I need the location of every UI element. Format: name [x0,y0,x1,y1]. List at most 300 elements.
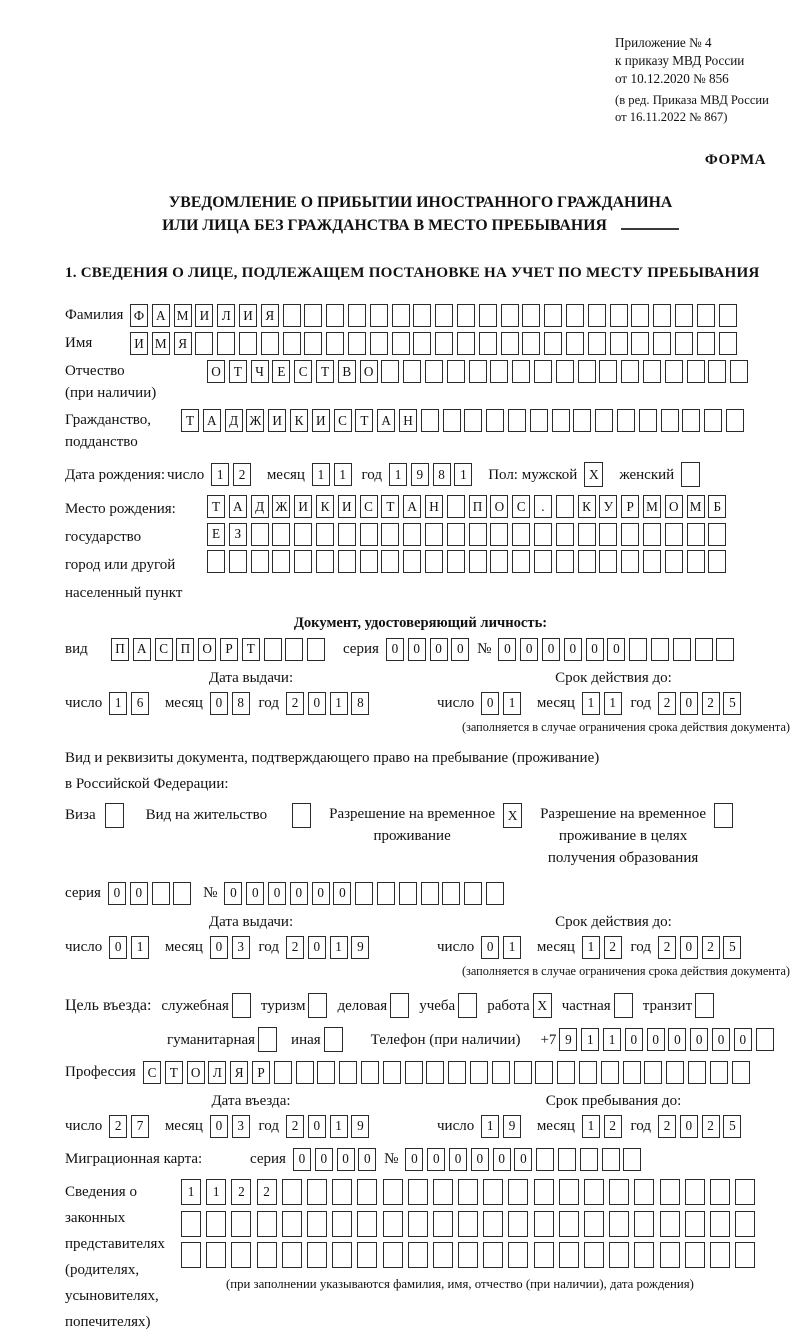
char-cell[interactable]: 9 [351,1115,369,1138]
char-cell[interactable] [304,304,322,327]
char-cell[interactable]: 9 [503,1115,521,1138]
char-cell[interactable]: 0 [451,638,469,661]
char-cell[interactable] [602,1148,620,1171]
char-cell[interactable] [326,304,344,327]
char-cell[interactable] [710,1211,730,1237]
char-cell[interactable] [486,882,504,905]
char-cell[interactable] [458,1242,478,1268]
char-cell[interactable] [719,304,737,327]
char-cell[interactable]: 1 [582,1115,600,1138]
purpose-official-checkbox[interactable] [232,993,251,1018]
char-cell[interactable]: А [133,638,151,661]
char-cell[interactable] [559,1179,579,1205]
char-cell[interactable] [735,1179,755,1205]
char-cell[interactable]: 0 [712,1028,730,1051]
char-cell[interactable] [261,332,279,355]
char-cell[interactable] [665,550,683,573]
char-cell[interactable] [735,1211,755,1237]
male-checkbox[interactable]: X [584,462,603,487]
purpose-work-checkbox[interactable]: X [533,993,552,1018]
char-cell[interactable] [370,304,388,327]
char-cell[interactable] [433,1179,453,1205]
char-cell[interactable]: 2 [658,692,676,715]
char-cell[interactable]: И [130,332,148,355]
char-cell[interactable]: И [294,495,312,518]
char-cell[interactable]: М [643,495,661,518]
char-cell[interactable]: Д [225,409,243,432]
char-cell[interactable] [316,550,334,573]
char-cell[interactable]: 2 [231,1179,251,1205]
char-cell[interactable] [316,523,334,546]
char-cell[interactable]: 0 [514,1148,532,1171]
char-cell[interactable]: 9 [559,1028,577,1051]
char-cell[interactable] [283,304,301,327]
char-cell[interactable]: 8 [232,692,250,715]
char-cell[interactable] [383,1211,403,1237]
char-cell[interactable] [643,360,661,383]
char-cell[interactable] [257,1211,277,1237]
char-cell[interactable]: М [174,304,192,327]
char-cell[interactable] [381,523,399,546]
char-cell[interactable] [559,1211,579,1237]
purpose-business-checkbox[interactable] [390,993,409,1018]
char-cell[interactable] [579,1061,597,1084]
char-cell[interactable] [719,332,737,355]
char-cell[interactable] [634,1211,654,1237]
char-cell[interactable]: 0 [427,1148,445,1171]
char-cell[interactable] [490,523,508,546]
purpose-private-checkbox[interactable] [614,993,633,1018]
char-cell[interactable] [643,550,661,573]
char-cell[interactable] [661,409,679,432]
char-cell[interactable]: 0 [109,936,127,959]
char-cell[interactable] [716,638,734,661]
char-cell[interactable] [536,1148,554,1171]
char-cell[interactable] [534,360,552,383]
char-cell[interactable] [239,332,257,355]
char-cell[interactable] [501,304,519,327]
char-cell[interactable] [623,1148,641,1171]
char-cell[interactable] [425,550,443,573]
char-cell[interactable] [282,1211,302,1237]
char-cell[interactable] [348,332,366,355]
char-cell[interactable]: Т [165,1061,183,1084]
char-cell[interactable] [643,523,661,546]
char-cell[interactable] [457,304,475,327]
char-cell[interactable]: Т [355,409,373,432]
char-cell[interactable]: У [599,495,617,518]
char-cell[interactable]: 5 [723,1115,741,1138]
char-cell[interactable] [512,550,530,573]
char-cell[interactable] [534,1179,554,1205]
char-cell[interactable] [383,1061,401,1084]
female-checkbox[interactable] [681,462,700,487]
char-cell[interactable]: О [198,638,216,661]
char-cell[interactable] [447,550,465,573]
char-cell[interactable]: Е [207,523,225,546]
char-cell[interactable] [282,1242,302,1268]
char-cell[interactable]: П [111,638,129,661]
char-cell[interactable] [307,1242,327,1268]
char-cell[interactable] [338,550,356,573]
char-cell[interactable] [522,304,540,327]
char-cell[interactable]: 0 [308,936,326,959]
char-cell[interactable] [383,1179,403,1205]
char-cell[interactable]: 8 [433,463,451,486]
char-cell[interactable] [588,332,606,355]
char-cell[interactable]: А [152,304,170,327]
char-cell[interactable] [566,332,584,355]
char-cell[interactable]: 0 [734,1028,752,1051]
char-cell[interactable] [421,882,439,905]
char-cell[interactable]: 0 [108,882,126,905]
char-cell[interactable] [621,360,639,383]
char-cell[interactable] [708,550,726,573]
char-cell[interactable] [381,550,399,573]
purpose-tourism-checkbox[interactable] [308,993,327,1018]
char-cell[interactable] [399,882,417,905]
char-cell[interactable]: П [176,638,194,661]
char-cell[interactable]: 2 [604,936,622,959]
char-cell[interactable]: 1 [604,692,622,715]
char-cell[interactable]: 0 [668,1028,686,1051]
char-cell[interactable]: 1 [330,692,348,715]
char-cell[interactable]: Т [242,638,260,661]
education-residence-checkbox[interactable] [714,803,733,828]
char-cell[interactable]: 0 [210,1115,228,1138]
char-cell[interactable] [317,1061,335,1084]
char-cell[interactable] [469,523,487,546]
char-cell[interactable] [464,882,482,905]
char-cell[interactable] [231,1211,251,1237]
char-cell[interactable] [403,360,421,383]
char-cell[interactable] [332,1179,352,1205]
char-cell[interactable] [326,332,344,355]
char-cell[interactable]: Л [208,1061,226,1084]
char-cell[interactable] [413,304,431,327]
char-cell[interactable]: 0 [358,1148,376,1171]
char-cell[interactable] [726,409,744,432]
char-cell[interactable]: 2 [109,1115,127,1138]
char-cell[interactable]: П [469,495,487,518]
char-cell[interactable] [283,332,301,355]
char-cell[interactable] [556,360,574,383]
char-cell[interactable] [403,523,421,546]
char-cell[interactable] [272,550,290,573]
char-cell[interactable] [508,1211,528,1237]
char-cell[interactable]: 0 [315,1148,333,1171]
char-cell[interactable]: 0 [625,1028,643,1051]
char-cell[interactable]: 1 [181,1179,201,1205]
char-cell[interactable]: 1 [211,463,229,486]
char-cell[interactable] [687,550,705,573]
char-cell[interactable]: И [195,304,213,327]
char-cell[interactable] [479,332,497,355]
char-cell[interactable]: 0 [210,692,228,715]
char-cell[interactable] [231,1242,251,1268]
char-cell[interactable] [534,1211,554,1237]
char-cell[interactable] [307,1179,327,1205]
char-cell[interactable]: Н [399,409,417,432]
char-cell[interactable] [609,1211,629,1237]
char-cell[interactable]: 0 [680,936,698,959]
char-cell[interactable] [217,332,235,355]
char-cell[interactable] [448,1061,466,1084]
char-cell[interactable] [469,360,487,383]
char-cell[interactable] [682,409,700,432]
char-cell[interactable] [697,304,715,327]
char-cell[interactable] [601,1061,619,1084]
char-cell[interactable] [573,409,591,432]
purpose-other-checkbox[interactable] [324,1027,343,1052]
char-cell[interactable]: Я [261,304,279,327]
char-cell[interactable]: 1 [206,1179,226,1205]
char-cell[interactable] [599,550,617,573]
char-cell[interactable]: 0 [386,638,404,661]
char-cell[interactable]: 3 [232,1115,250,1138]
char-cell[interactable] [304,332,322,355]
char-cell[interactable] [730,360,748,383]
char-cell[interactable] [447,523,465,546]
char-cell[interactable] [361,1061,379,1084]
char-cell[interactable] [688,1061,706,1084]
char-cell[interactable] [408,1211,428,1237]
char-cell[interactable]: Р [252,1061,270,1084]
char-cell[interactable] [610,332,628,355]
char-cell[interactable] [470,1061,488,1084]
char-cell[interactable] [599,523,617,546]
char-cell[interactable]: 0 [690,1028,708,1051]
char-cell[interactable]: С [512,495,530,518]
char-cell[interactable] [435,332,453,355]
char-cell[interactable]: 0 [542,638,560,661]
char-cell[interactable] [710,1179,730,1205]
char-cell[interactable] [332,1242,352,1268]
char-cell[interactable] [685,1211,705,1237]
char-cell[interactable] [512,360,530,383]
char-cell[interactable] [530,409,548,432]
char-cell[interactable] [666,1061,684,1084]
char-cell[interactable]: 1 [481,1115,499,1138]
char-cell[interactable] [357,1242,377,1268]
char-cell[interactable] [675,332,693,355]
char-cell[interactable]: Т [229,360,247,383]
char-cell[interactable] [357,1179,377,1205]
char-cell[interactable]: . [534,495,552,518]
char-cell[interactable] [644,1061,662,1084]
char-cell[interactable] [173,882,191,905]
char-cell[interactable] [704,409,722,432]
char-cell[interactable] [535,1061,553,1084]
char-cell[interactable] [675,304,693,327]
char-cell[interactable]: К [316,495,334,518]
char-cell[interactable] [433,1242,453,1268]
char-cell[interactable]: С [143,1061,161,1084]
char-cell[interactable]: 9 [351,936,369,959]
char-cell[interactable]: 0 [520,638,538,661]
char-cell[interactable]: 2 [257,1179,277,1205]
char-cell[interactable] [307,1211,327,1237]
char-cell[interactable]: 0 [680,1115,698,1138]
char-cell[interactable]: 5 [723,936,741,959]
char-cell[interactable] [634,1242,654,1268]
char-cell[interactable] [578,523,596,546]
char-cell[interactable] [534,523,552,546]
char-cell[interactable]: 2 [702,692,720,715]
char-cell[interactable] [408,1179,428,1205]
char-cell[interactable] [522,332,540,355]
char-cell[interactable] [665,523,683,546]
char-cell[interactable] [251,550,269,573]
char-cell[interactable] [559,1242,579,1268]
char-cell[interactable] [421,409,439,432]
char-cell[interactable] [708,523,726,546]
char-cell[interactable]: М [687,495,705,518]
char-cell[interactable]: О [360,360,378,383]
char-cell[interactable] [181,1242,201,1268]
char-cell[interactable] [479,304,497,327]
char-cell[interactable] [381,360,399,383]
char-cell[interactable]: А [229,495,247,518]
char-cell[interactable]: О [665,495,683,518]
char-cell[interactable]: В [338,360,356,383]
char-cell[interactable] [631,304,649,327]
char-cell[interactable] [534,550,552,573]
char-cell[interactable]: 0 [430,638,448,661]
char-cell[interactable]: 0 [268,882,286,905]
char-cell[interactable]: 0 [481,692,499,715]
char-cell[interactable] [609,1179,629,1205]
char-cell[interactable]: О [207,360,225,383]
char-cell[interactable] [653,332,671,355]
char-cell[interactable] [152,882,170,905]
char-cell[interactable]: 0 [333,882,351,905]
char-cell[interactable] [566,304,584,327]
char-cell[interactable]: 1 [334,463,352,486]
char-cell[interactable] [710,1061,728,1084]
char-cell[interactable]: К [578,495,596,518]
char-cell[interactable] [653,304,671,327]
temp-residence-checkbox[interactable]: X [503,803,522,828]
char-cell[interactable]: 0 [130,882,148,905]
char-cell[interactable] [621,550,639,573]
char-cell[interactable]: Я [174,332,192,355]
char-cell[interactable] [355,882,373,905]
char-cell[interactable] [360,523,378,546]
char-cell[interactable] [660,1242,680,1268]
purpose-study-checkbox[interactable] [458,993,477,1018]
char-cell[interactable] [578,550,596,573]
char-cell[interactable] [457,332,475,355]
char-cell[interactable]: 1 [582,936,600,959]
char-cell[interactable]: К [290,409,308,432]
char-cell[interactable]: 0 [293,1148,311,1171]
char-cell[interactable] [370,332,388,355]
char-cell[interactable] [710,1242,730,1268]
char-cell[interactable]: 2 [702,1115,720,1138]
char-cell[interactable] [294,550,312,573]
char-cell[interactable]: М [152,332,170,355]
char-cell[interactable] [595,409,613,432]
char-cell[interactable] [264,638,282,661]
char-cell[interactable]: Е [272,360,290,383]
char-cell[interactable]: 1 [389,463,407,486]
char-cell[interactable] [609,1242,629,1268]
char-cell[interactable]: Я [230,1061,248,1084]
char-cell[interactable] [307,638,325,661]
char-cell[interactable] [621,523,639,546]
char-cell[interactable] [514,1061,532,1084]
char-cell[interactable] [687,523,705,546]
char-cell[interactable] [425,523,443,546]
char-cell[interactable] [274,1061,292,1084]
char-cell[interactable] [557,1061,575,1084]
char-cell[interactable] [181,1211,201,1237]
char-cell[interactable] [708,360,726,383]
char-cell[interactable] [435,304,453,327]
char-cell[interactable]: 1 [312,463,330,486]
char-cell[interactable]: И [239,304,257,327]
char-cell[interactable]: И [268,409,286,432]
char-cell[interactable] [403,550,421,573]
char-cell[interactable]: Б [708,495,726,518]
char-cell[interactable] [360,550,378,573]
char-cell[interactable] [697,332,715,355]
char-cell[interactable] [433,1211,453,1237]
char-cell[interactable] [408,1242,428,1268]
char-cell[interactable] [296,1061,314,1084]
char-cell[interactable]: 2 [604,1115,622,1138]
char-cell[interactable]: 0 [290,882,308,905]
char-cell[interactable]: 2 [658,936,676,959]
char-cell[interactable] [584,1211,604,1237]
char-cell[interactable]: 0 [586,638,604,661]
char-cell[interactable] [631,332,649,355]
char-cell[interactable]: 6 [131,692,149,715]
char-cell[interactable]: 3 [232,936,250,959]
char-cell[interactable]: 1 [582,692,600,715]
char-cell[interactable]: С [334,409,352,432]
char-cell[interactable]: А [203,409,221,432]
purpose-transit-checkbox[interactable] [695,993,714,1018]
char-cell[interactable] [584,1242,604,1268]
purpose-humanitarian-checkbox[interactable] [258,1027,277,1052]
char-cell[interactable] [732,1061,750,1084]
char-cell[interactable] [339,1061,357,1084]
char-cell[interactable]: Ф [130,304,148,327]
char-cell[interactable]: С [360,495,378,518]
char-cell[interactable]: А [403,495,421,518]
char-cell[interactable] [665,360,683,383]
char-cell[interactable]: 0 [337,1148,355,1171]
char-cell[interactable]: А [377,409,395,432]
char-cell[interactable] [272,523,290,546]
char-cell[interactable] [756,1028,774,1051]
char-cell[interactable]: 0 [408,638,426,661]
char-cell[interactable] [447,360,465,383]
char-cell[interactable]: 2 [286,1115,304,1138]
char-cell[interactable]: О [490,495,508,518]
char-cell[interactable]: Д [251,495,269,518]
char-cell[interactable] [195,332,213,355]
char-cell[interactable]: 0 [607,638,625,661]
char-cell[interactable] [443,409,461,432]
char-cell[interactable] [282,1179,302,1205]
char-cell[interactable] [544,304,562,327]
char-cell[interactable]: З [229,523,247,546]
char-cell[interactable] [207,550,225,573]
char-cell[interactable] [578,360,596,383]
